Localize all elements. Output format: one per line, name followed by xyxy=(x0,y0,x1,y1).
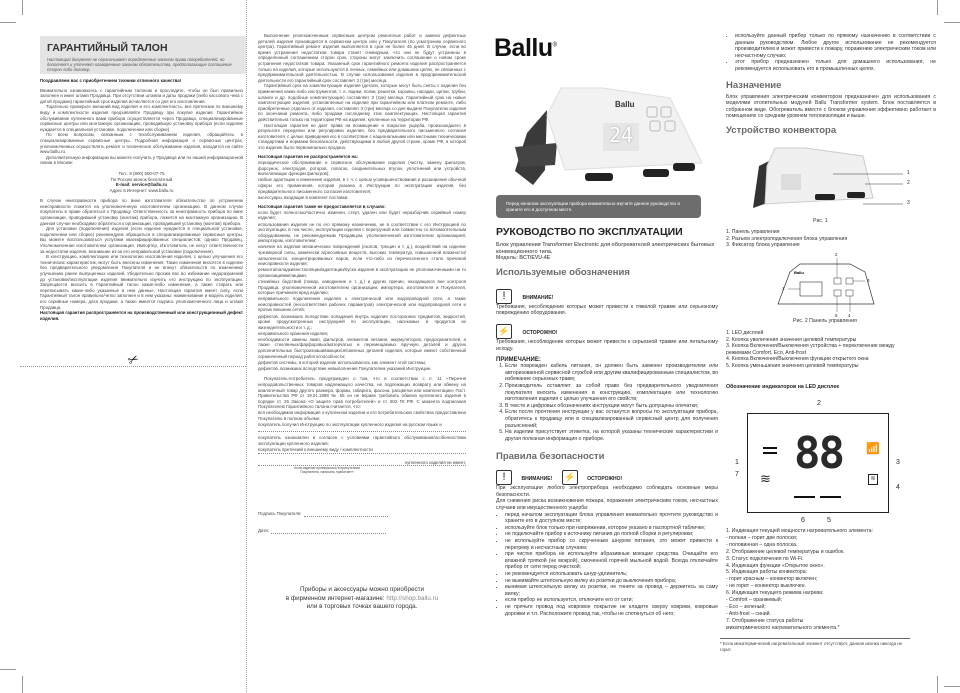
safety-item: • если прибор не используется, отключите его от сети; xyxy=(505,597,718,604)
caution-icon: ⚡ xyxy=(496,324,512,339)
led-legend-item: 6. Индикация текущего режима нагрева: xyxy=(726,590,824,597)
terms-tail-note: Покупателя, написать «работает» xyxy=(300,470,354,475)
warning-label: ВНИМАНИЕ! xyxy=(521,476,553,483)
terms-item: вся необходимая информация о купленном изделии и его потребительских свойствах предоставлена Покупателю в полном объеме; xyxy=(258,410,466,421)
terms-item: ремонта/наладки/инсталляции/адаптации/пуска изделия в эксплуатацию не уполномоченными на то организациями/лицами; xyxy=(258,267,466,278)
terms-heading: Настоящая гарантия также не предоставляется в случаях: xyxy=(258,204,386,210)
led-legend-item: - Eco – зеленый; xyxy=(726,603,766,610)
terms-item: любые адаптации и изменения изделия, в т. ч. с целью усовершенствования и расширения обычной сферы его применения, которая указана в Инструкции по эксплуатации изделия, без предварительного письменного согласия изготовителя; xyxy=(258,177,466,194)
purpose-heading: Назначение xyxy=(726,79,782,91)
led-legend-item: 5. Индикация работы конвектора: xyxy=(726,569,808,576)
safety-list xyxy=(496,512,718,618)
safety-item: • этот прибор предназначен только для домашнего использования, не рекомендуется использовать его в промышленных целях. xyxy=(735,59,936,72)
legend-item: 3. Кнопка Включения/Выключения устройства + переключение между режимами Comfort, Eco, Anti-frost xyxy=(726,343,895,356)
terms-item: покупатель ознакомлен и согласен с условиями гарантийного обслуживания/особенностями эксплуатации купленного изделия; xyxy=(258,435,466,446)
device-heading: Устройство конвектора xyxy=(726,124,837,136)
led-legend-item: - горит красным – конвектор включен; xyxy=(726,576,818,583)
caution-icon: ⚡ xyxy=(562,470,578,485)
figure-callout: 2 xyxy=(835,252,838,257)
terms-paragraph: Гарантийный срок на комплектующие изделия (детали, которые могут быть сняты с изделия без применения каких-либо инструментов, т. е. ящики, полки, решетки, корзины, насадки, щетки, трубки, шланги и др. подобные комплектующие) составляет 3 (три) месяца. Гарантийный срок на новые комплектующие изделия, установленные на изделие при гарантийном или платном ремонте, либо приобретенные отдельно от изделия, составляет 3 (три) месяца со дня выдачи Покупателю изделия по окончании ремонта, либо продажи последнему этих комплектующих. Настоящая гарантия действительна только на территории РФ на изделия, купленные на территории РФ. xyxy=(258,83,466,122)
terms-item: аксессуары, входящие в комплект поставки. xyxy=(258,194,349,200)
terms-item: стихийных бедствий (пожар, наводнение и т. д.) и других причин, находящихся вне контроля Продавца, уполномоченной изготовителем организации, импортера, изготовителя и Покупателя, которые причинили вред изделию; xyxy=(258,278,466,296)
led-legend-item: - Anti-frost – синий. xyxy=(726,610,771,617)
caution-label: ОСТОРОЖНО! xyxy=(587,476,623,483)
safety-heading: Правила безопасности xyxy=(496,451,605,463)
warranty-greeting: Поздравляем вас с приобретением техники отличного качества! xyxy=(40,78,182,83)
figure-callout: 1 xyxy=(782,286,785,291)
terms-heading: Настоящая гарантия не распространяется на: xyxy=(258,154,359,160)
warranty-paragraph: Дополнительную информацию вы можете получить у Продавца или по нашей информационной линии в Москве: xyxy=(40,154,243,166)
crop-mark xyxy=(22,0,23,15)
safety-item: • не рекомендуется использовать шнур-удлинитель; xyxy=(505,571,718,578)
led-legend-item: 4. Индикация функции «Открытое окно». xyxy=(726,562,825,569)
promo-line: или в торговых точках вашего города. xyxy=(306,603,418,611)
footnote: * Если микатермический нагревательный элемент отсутствует, данная иконка никогда не горит. xyxy=(720,638,910,652)
terms-item: покупатель получил Инструкцию по эксплуатации купленного изделия на русском языке и xyxy=(258,422,466,433)
terms-item: дефектов системы, в которой изделие использовалось как элемент этой системы; xyxy=(258,359,427,365)
caution-label: ОСТОРОЖНО! xyxy=(522,329,558,336)
led-callout: 1 xyxy=(735,459,739,466)
safety-item: • не используйте прибор со скрученным шнуром питания, это может привести к перегреву и несчастным случаям; xyxy=(505,538,718,551)
terms-item: покупатель претензий к внешнему виду / комплектности xyxy=(258,447,466,454)
terms-item: периодическое обслуживание и сервисное обслуживание изделия (чистку, замену фильтров, форсунок, электродов, роторов, лопаток, соединительных втулок, уплотнений или устройств, выполняющих функции фильтров); xyxy=(258,160,466,177)
legend-item: 2. Кнопка увеличения значения целевой температуры xyxy=(726,336,857,343)
led-callout: 6 xyxy=(801,517,805,524)
manual-model: Модель: BCT/EVU-4E xyxy=(496,255,551,262)
safety-intro: Для снижения риска возникновения пожара, поражения электрическим током, несчастных случаев или имущественного ущерба: xyxy=(496,498,718,512)
safety-intro: При эксплуатации любого электроприбора необходимо соблюдать основные меры безопасности. xyxy=(496,485,718,498)
note-item: 3. В тексте и цифровых обозначениях инструкции могут быть допущены опечатки; xyxy=(505,403,718,410)
warranty-subtitle: Настоящий документ не ограничивает определенные законом права потребителей, но дополняет и уточняет оговоренные законом обязательства, предполагающие соглашение сторон либо договор. xyxy=(47,57,232,72)
figure-2 xyxy=(770,252,900,322)
led-callout: 7 xyxy=(735,471,739,478)
purpose-text: Блок управления электрическим конвектором предназначен для использования с моделями отопительных модулей Ballu Transformer system. Блок поставляется в собранном виде. Обогреватель вместе с блоком управления эффективно работает в помещениях со средним уровнем теплоизоляции и выше. xyxy=(726,93,936,120)
led-legend-item: - полная – горит две полоски; xyxy=(726,534,798,541)
crop-mark xyxy=(944,22,960,23)
terms-item: необходимости замены ламп, фильтров, элементов питания, аккумуляторов, предохранителей, а также стеклянных/фарфоровых/матерчатых и перемещаемых вручную деталей и других дополнительных быстроизнашивающихся/сменных деталей изделия, которые имеют собственный ограниченный период работоспособности; xyxy=(258,336,466,359)
warning-label: ВНИМАНИЕ! xyxy=(522,294,554,301)
date-field[interactable] xyxy=(258,528,386,534)
mode-bar xyxy=(794,496,815,498)
terms-item: если будет полностью/частично изменен, стерт, удален или будет неразборчив серийный номер изделия; xyxy=(258,209,466,221)
figure-callout: 2 xyxy=(907,180,910,186)
legend-item: 1. Панель управления xyxy=(726,229,780,235)
led-legend-item: 3. Статус подключения по Wi-Fi. xyxy=(726,555,804,562)
terms-tail: купленного изделия не имеет. xyxy=(258,460,466,467)
warranty-paragraph: В конструкцию, комплектацию или технологию изготовления изделия, с целью улучшения его технических характеристик, могут быть внесены изменения. Такие изменения вносятся в изделие без предварительного уведомления Покупателя и не влекут обязательств по изменению/улучшению ранее выпущенных изделий. Убедительно просим вас во избежание недоразумений до установки/эксплуатации изделия внимательно изучить его инструкцию по эксплуатации. Запрещается вносить в Гарантийный талон какие-либо изменения, а также стирать или переписывать какие-либо указанные в нем данные. Настоящая гарантия имеет силу, если Гарантийный талон правильно/четко заполнен и в нем указаны: наименование и модель изделия, его серийные номера, дата продажи, а также имеется подпись уполномоченного лица и штамп Продавца. xyxy=(40,254,243,310)
manual-title: РУКОВОДСТВО ПО ЭКСПЛУАТАЦИИ xyxy=(496,226,683,238)
cut-line xyxy=(20,366,246,367)
device-display: 24 xyxy=(609,123,634,147)
safety-item: • не подключайте прибор к источнику питания до полной сборки и регулировки; xyxy=(505,531,718,538)
shop-link[interactable]: http://shop.ballu.ru xyxy=(386,594,439,602)
contact-phone: Тел.: 8 (800) 500-07-75 xyxy=(118,170,165,176)
safety-item: • не вынимайте штепсельную вилку из розетки до выключения прибора; xyxy=(505,578,718,585)
warranty-paragraph: Внимательно ознакомьтесь с гарантийным талоном и проследите, чтобы он был правильно заполнен и имел штамп Продавца. При отсутствии штампа и даты продажи (либо кассового чека с датой продажи) гарантийный срок изделия исчисляется со дня его изготовления. xyxy=(40,87,243,104)
figure-callout: 5 xyxy=(835,313,838,318)
terms-tail-note: если изделие проверялось в присутствии xyxy=(294,466,360,471)
manual-section-2 xyxy=(726,33,936,136)
warranty-body xyxy=(40,78,243,321)
legend-item: 5. Кнопка уменьшения значения целевой температуры xyxy=(726,362,859,369)
caution-text: Требования, несоблюдение которых может привести к серьезной травме или летальному исходу. xyxy=(496,338,718,352)
legend-item: 4. Кнопка Включения/Выключения функции открытого окна xyxy=(726,356,869,363)
legend-item: 3. Фиксатор блока управления xyxy=(726,242,800,249)
figure-1-legend xyxy=(726,229,936,249)
legend-item: 2. Разъем электроподключения блока управления xyxy=(726,235,848,242)
led-legend-item: микатермического нагревательного элемента.* xyxy=(726,624,840,631)
led-legend-item: - не горит – конвектор выключен. xyxy=(726,583,806,590)
crop-mark xyxy=(937,0,938,15)
figure-1 xyxy=(745,146,925,216)
promo-line: Приборы и аксессуары можно приобрести xyxy=(299,586,425,593)
terms-item: неправильного хранения изделия; xyxy=(258,330,329,336)
led-legend-item: 2. Отображение целевой температуры и ошибок. xyxy=(726,548,845,555)
ballu-logo: Ballu® xyxy=(494,34,557,62)
legend-item: 1. LED дисплей xyxy=(726,330,764,336)
warranty-paragraph: Тщательно проверьте внешний вид изделия и его комплектность, все претензии по внешнему виду и комплектности изделия предъявляйте Продавцу при покупке изделия. Гарантийное обслуживание купленного вами прибора осуществляется через Продавца, специализированные сервисные центры или монтажную организацию, проводившую установку прибора (если изделие нуждается в специальной установке, подключении или сборке). xyxy=(40,104,243,132)
crop-mark xyxy=(0,22,16,23)
terms-item: дефектов, возникших вследствие попадания внутрь изделия посторонних предметов, жидкостей, кроме предусмотренных инструкцией по эксплуатации, насекомых и продуктов их жизнедеятельности и т. д.; xyxy=(258,313,466,330)
led-callout: 3 xyxy=(896,459,900,466)
symbols-heading: Используемые обозначения xyxy=(496,266,630,278)
led-legend-item: - Comfort – оранжевый; xyxy=(726,597,783,604)
promo xyxy=(262,586,462,612)
notice-banner: Перед началом эксплуатации прибора внимательно изучите данное руководство и храните его в доступном месте. xyxy=(496,195,701,218)
figure-callout: 4 xyxy=(848,313,851,318)
crop-mark xyxy=(944,686,960,687)
warning-text: Требования, несоблюдение которых может привести к тяжелой травме или серьезному повреждению оборудования. xyxy=(496,303,718,317)
led-legend-item: 7. Отображение статуса работы xyxy=(726,617,804,624)
warranty-header xyxy=(40,36,246,74)
crop-mark xyxy=(937,676,938,693)
figure-2-legend xyxy=(726,330,916,370)
safety-list-cont xyxy=(726,33,936,73)
led-diagram xyxy=(747,413,889,513)
heating-element-icon: ≋ xyxy=(760,471,771,486)
note-item: 4. Если после прочтения инструкции у вас останутся вопросы по эксплуатации прибора, обратитесь к продавцу или в специализированный сервисный центр для получения разъяснений; xyxy=(505,409,718,429)
contact-web: Адрес в Интернет: www.ballu.ru xyxy=(109,187,174,193)
svg-text:Ballu: Ballu xyxy=(794,270,804,275)
led-callout: 5 xyxy=(827,517,831,524)
terms-paragraph: Покупатель-потребитель предупрежден о том, что в соответствии с п. 11 «Перечня непродовольственных товаров надлежащего качества, не подлежащих возврату или обмену на аналогичный товар другого размера, формы, габарита, фасона, расцветки или комплектации» Пост. Правительства РФ от 19.01.1998 № 55 он не вправе требовать обмена купленного изделия в порядке ст. 25 Закона «О защите прав потребителей» и ст. 502 ГК РФ. С момента подписания Покупателем Гарантийного талона считается, что: xyxy=(258,376,466,410)
figure-2-caption: Рис. 2 Панель управления xyxy=(793,318,857,324)
device-photo xyxy=(505,85,705,185)
open-window-icon: ≋ xyxy=(868,474,878,485)
safety-item: • не прячьте провод под ковровое покрытие не кладите сверху коврики, ковровые дорожки и т.п. Расположите провод так, чтобы не споткнуться об него; xyxy=(505,604,718,617)
signature-field[interactable] xyxy=(258,511,388,517)
power-bars-icon xyxy=(763,447,777,449)
contact-phone-note: По России звонок бесплатный xyxy=(110,176,173,182)
warranty-paragraph: Для установки (подключения) изделия (если изделие нуждается в специальной установке, подключении или сборке) рекомендуем обращаться в специализированные сервисные центры. Вы можете воспользоваться услугами квалифицированных специалистов, однако Продавец, Уполномоченная изготовителем организация, Импортер, Изготовитель не несут ответственности за недостатки изделия, возникшие из-за его неправильной установки (подключения). xyxy=(40,226,243,254)
warranty-paragraph: По всем вопросам, связанным с техобслуживанием изделия, обращайтесь в специализированные сервисные центры. Подробная информация о сервисных центрах, уполномоченных осуществлять ремонт и техническое обслуживание изделия, находится на сайте www.ballu.ru. xyxy=(40,132,243,155)
led-legend-item: - половинная – одна полоска. xyxy=(726,541,798,548)
warning-icon: ! xyxy=(496,470,512,485)
note-item: 2. Производитель оставляет за собой право без предварительного уведомления покупателя вносить изменения в конструкцию, комплектацию или технологию изготовления изделия с целью улучшения его свойств; xyxy=(505,383,718,403)
led-callout: 2 xyxy=(817,400,821,407)
figure-callout: 1 xyxy=(907,170,910,176)
safety-item: • используйте блок только при напряжении, которое указано в паспортной табличке; xyxy=(505,525,718,532)
safety-item: • используйте данный прибор только по прямому назначению в соответствии с данным руководством. Любое другое использование не рекомендуется производителем и может привести к пожару, поражению электрическим током или несчастному случаю; xyxy=(735,33,936,59)
promo-line: в фирменном интернет-магазине: xyxy=(285,594,387,602)
scissors-icon: ✂ xyxy=(125,350,142,369)
figure-callout: 3 xyxy=(907,200,910,206)
led-callout: 4 xyxy=(896,484,900,491)
segment-digits: 88 xyxy=(794,428,843,479)
figure-1-caption: Рис. 1 xyxy=(813,218,828,224)
manual-subtitle: Блок управления Transformer Electronic для обогревателей электрических бытовых конвекционного типа. xyxy=(496,242,715,255)
terms-paragraph: Настоящая гарантия не дает права на возмещение и покрытие ущерба, произошедшего в результате переделки или регулировки изделия, без предварительного письменного согласия изготовителя, с целью приведения его в соответствие с национальными или местными техническими стандартами и нормами безопасности, действующими в любой другой стране, кроме РФ, в которой это изделие было первоначально продано. xyxy=(258,122,466,150)
signature-label: Подпись Покупателя: xyxy=(258,511,302,516)
warranty-paragraph: В случае неисправности прибора по вине изготовителя обязательство по устранению неисправности ложится на уполномоченную изготовителем организацию. В данном случае покупатель в праве обратиться к Продавцу. Ответственность за неисправность прибора по вине организации, проводившей установку (монтаж) прибора, ложится на монтажную организацию. В данном случае необходимо обратиться к организации, проводившей установку (монтаж) прибора. xyxy=(40,198,243,226)
safety-item: • вынимая штепсельную вилку из розетки, не тяните за провод – держитесь за саму вилку; xyxy=(505,584,718,597)
safety-item: • при чистке прибора не используйте абразивные моющие средства. Очищайте его влажной тряпкой (не мокрой), смоченной горячей мыльной водой. Всегда отключайте прибор от сети перед очисткой; xyxy=(505,551,718,571)
warranty-paragraph-bold: Настоящая гарантия распространяется на производственный или конструкционный дефект изделия. xyxy=(40,310,243,321)
notes-list xyxy=(496,363,718,442)
cut-line-vertical xyxy=(246,0,247,693)
figure-callout: 3 xyxy=(867,278,870,283)
terms-item: дефектов, возникших вследствие невыполнения Покупателем указаний Инструкции. xyxy=(258,365,432,371)
note-item: 1. Если поврежден кабель питания, он должен быть заменен производителем или авторизованной сервисной службой или другим квалифицированным специалистом, во избежание серьезных травм; xyxy=(505,363,718,383)
status-bar xyxy=(820,496,841,498)
svg-text:Ballu: Ballu xyxy=(615,100,635,109)
warning-icon: ! xyxy=(496,289,512,304)
terms-item: наличия на изделии механических повреждений (сколов, трещин и т. д.), воздействий на изделие чрезмерной силы, химически агрессивных веществ, высоких температур, повышенной влажности/запыленности, концентрированных паров, если что-либо из перечисленного стало причиной неисправности изделия; xyxy=(258,244,466,267)
terms-paragraph: Выполнение уполномоченным сервисным центром ремонтных работ и замена дефектных деталей изделия производится в сервисном центре или у Покупателя (по усмотрению сервисного центра). Гарантийный ремонт изделия выполняется в срок не более 45 дней. В случае, если во время устранения недостатков товара станет очевидным, что они не будут устранены в определенный соглашением сторон срок, стороны могут заключить соглашение о новом сроке устранения недостатков товара. Указанный срок гарантийного ремонта изделия распространяется только на изделия, которые используются в личных, семейных или домашних целях, не связанных с предпринимательской деятельностью. В случае использования изделия в предпринимательской деятельности его гарантийный срок составляет 3 (три) месяца. xyxy=(258,33,466,83)
note-item: 5. На изделии присутствует этикетка, на которой указаны технические характеристики и другая полезная информация о приборе. xyxy=(505,429,718,442)
led-legend xyxy=(726,528,926,632)
note-heading: ПРИМЕЧАНИЕ: xyxy=(496,357,541,364)
led-legend-item: 1. Индикация текущей мощности нагревательного элемента: xyxy=(726,528,873,534)
warranty-title: ГАРАНТИЙНЫЙ ТАЛОН xyxy=(47,42,168,54)
crop-mark xyxy=(22,676,23,693)
led-heading: Обозначение индикаторов на LED дисплее xyxy=(726,384,840,390)
wifi-icon: 📶 xyxy=(866,443,880,455)
terms-item: неправильного подключения изделия к электрической или водопроводной сети, а также неисправностей (несоответствия рабочих параметров) электрической или водопроводной сети и прочих внешних сетей; xyxy=(258,296,466,313)
warranty-terms xyxy=(258,33,466,474)
date-label: Дата: xyxy=(258,528,269,533)
terms-item: использования изделия не по его прямому назначению, не в соответствии с его Инструкцией по эксплуатации, в том числе, эксплуатации изделия с перегрузкой или совместно со вспомогательным оборудованием, не рекомендуемым Продавцом, уполномоченной изготовителем организацией, импортером, изготовителем; xyxy=(258,221,466,244)
crop-mark xyxy=(0,669,16,670)
safety-item: • перед началом эксплуатации блока управления внимательно прочтите руководство и храните его в доступном месте; xyxy=(505,512,718,525)
manual-section xyxy=(496,226,718,617)
contact-email: E-mail: service@ballu.ru xyxy=(115,182,168,188)
